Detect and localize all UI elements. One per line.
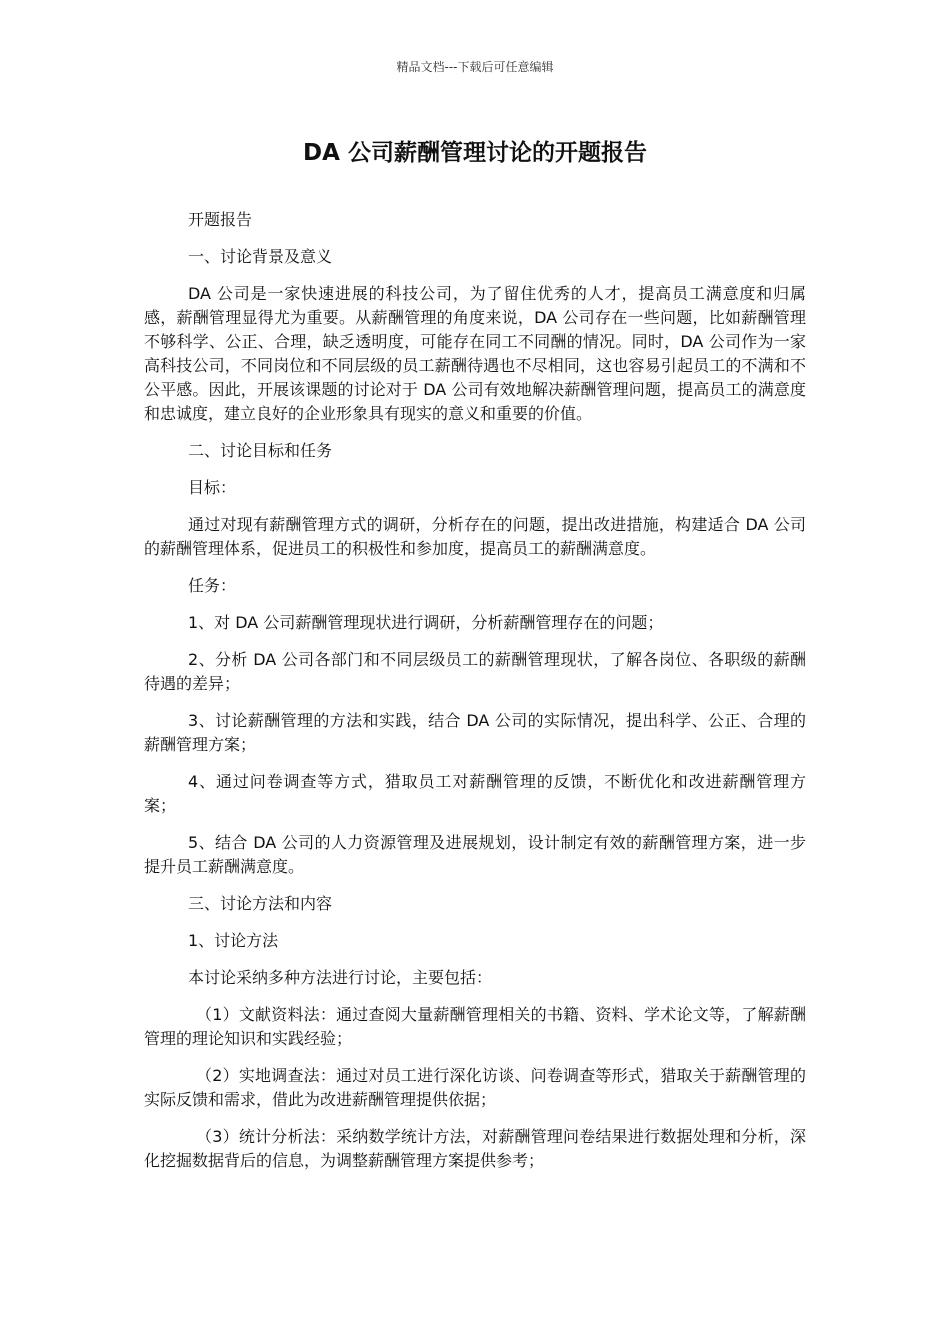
header-note: 精品文档---下载后可任意编辑	[396, 60, 554, 74]
method-item-2: （2）实地调查法：通过对员工进行深化访谈、问卷调查等形式，猎取关于薪酬管理的实际反馈和需求，借此为改进薪酬管理提供依据；	[144, 1066, 806, 1109]
background-paragraph: DA 公司是一家快速进展的科技公司，为了留住优秀的人才，提高员工满意度和归属感，薪酬管理显得尤为重要。从薪酬管理的角度来说，DA 公司存在一些问题，比如薪酬管理不够科学、公正、合理，缺乏透明度，可能存在同工不同酬的情况。同时，DA 公司作为一家高科技公司，不同岗位和不同层级的员工薪酬待遇也不尽相同，这也容易引起员工的不满和不公平感。因此，开展该课题的讨论对于 DA 公司有效地解决薪酬管理问题，提高员工的满意度和忠诚度，建立良好的企业形象具有现实的意义和重要的价值。	[144, 284, 806, 423]
document-body	[144, 208, 806, 1186]
methods-intro: 本讨论采纳多种方法进行讨论，主要包括：	[188, 968, 493, 987]
task-item-3: 3、讨论薪酬管理的方法和实践，结合 DA 公司的实际情况，提出科学、公正、合理的薪酬管理方案；	[144, 711, 806, 754]
task-item-5: 5、结合 DA 公司的人力资源管理及进展规划，设计制定有效的薪酬管理方案，进一步提升员工薪酬满意度。	[144, 833, 806, 876]
task-item-4: 4、通过问卷调查等方式，猎取员工对薪酬管理的反馈，不断优化和改进薪酬管理方案；	[144, 772, 806, 815]
report-label: 开题报告	[188, 210, 253, 229]
task-item-2: 2、分析 DA 公司各部门和不同层级员工的薪酬管理现状，了解各岗位、各职级的薪酬待遇的差异；	[144, 650, 806, 693]
goal-paragraph: 通过对现有薪酬管理方式的调研，分析存在的问题，提出改进措施，构建适合 DA 公司的薪酬管理体系，促进员工的积极性和参加度，提高员工的薪酬满意度。	[144, 515, 806, 558]
subsection-heading-methods: 1、讨论方法	[188, 931, 279, 950]
document-title: DA 公司薪酬管理讨论的开题报告	[303, 140, 647, 166]
section-heading-methods: 三、讨论方法和内容	[188, 894, 333, 913]
method-item-1: （1）文献资料法：通过查阅大量薪酬管理相关的书籍、资料、学术论文等，了解薪酬管理的理论知识和实践经验；	[144, 1005, 806, 1048]
task-label: 任务：	[188, 576, 237, 595]
section-heading-goals: 二、讨论目标和任务	[188, 441, 333, 460]
method-item-3: （3）统计分析法：采纳数学统计方法，对薪酬管理问卷结果进行数据处理和分析，深化挖掘数据背后的信息，为调整薪酬管理方案提供参考；	[144, 1127, 806, 1170]
task-item-1: 1、对 DA 公司薪酬管理现状进行调研，分析薪酬管理存在的问题；	[188, 613, 664, 632]
goal-label: 目标：	[188, 478, 237, 497]
section-heading-background: 一、讨论背景及意义	[188, 247, 333, 266]
